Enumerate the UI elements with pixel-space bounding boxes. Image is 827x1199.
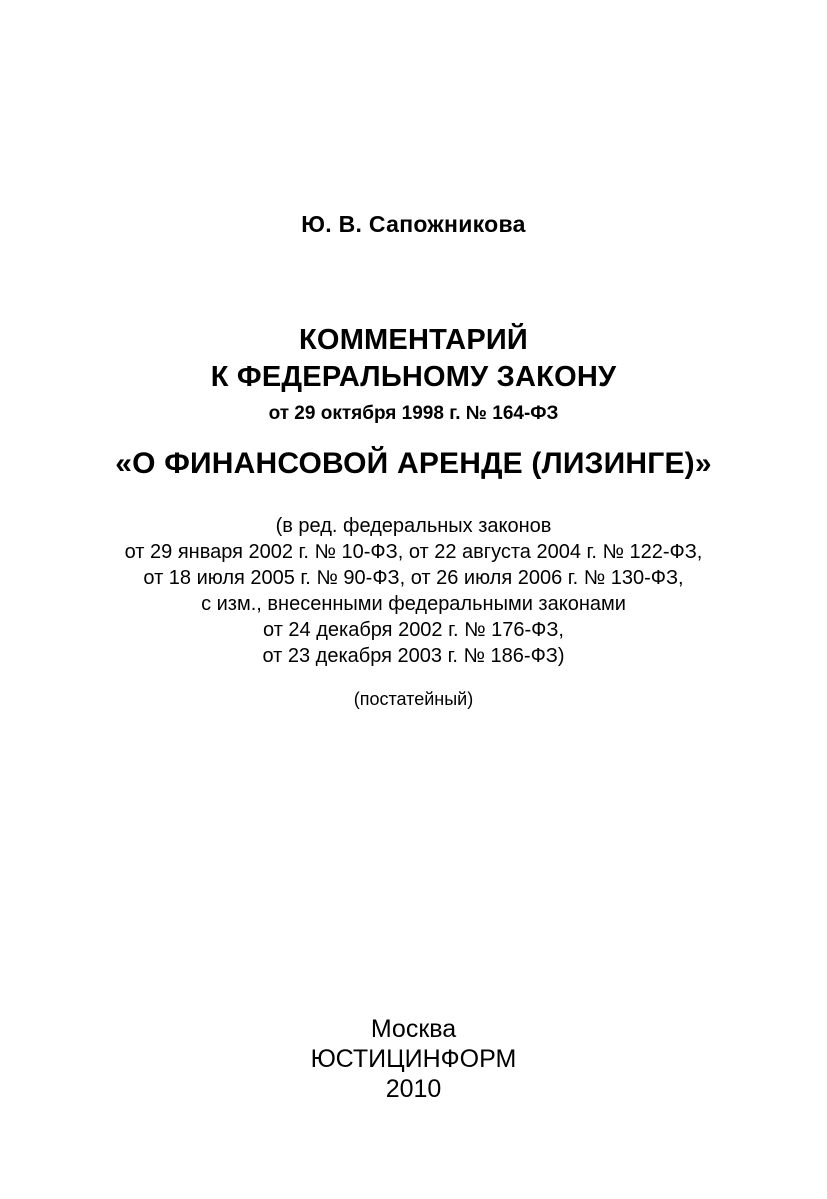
revision-line: от 24 декабря 2002 г. № 176-ФЗ, bbox=[263, 619, 564, 641]
imprint-city: Москва bbox=[370, 1015, 457, 1043]
revision-line: (в ред. федеральных законов bbox=[275, 515, 552, 537]
imprint-block bbox=[0, 1014, 827, 1104]
imprint-year: 2010 bbox=[385, 1075, 442, 1103]
revision-line: от 18 июля 2005 г. № 90-ФЗ, от 26 июля 2006 г. № 130-ФЗ, bbox=[143, 567, 684, 589]
book-title-line-2: К ФЕДЕРАЛЬНОМУ ЗАКОНУ bbox=[210, 361, 617, 393]
revision-line: от 23 декабря 2003 г. № 186-ФЗ) bbox=[262, 645, 565, 667]
law-date: от 29 октября 1998 г. № 164-ФЗ bbox=[268, 403, 559, 424]
commentary-type: (постатейный) bbox=[353, 689, 474, 709]
revisions-block bbox=[0, 513, 827, 669]
revision-line: с изм., внесенными федеральными законами bbox=[201, 593, 626, 615]
author-name: Ю. В. Сапожникова bbox=[301, 211, 526, 237]
law-name: «О ФИНАНСОВОЙ АРЕНДЕ (ЛИЗИНГЕ)» bbox=[115, 447, 712, 480]
imprint-publisher: ЮСТИЦИНФОРМ bbox=[310, 1045, 517, 1073]
revision-line: от 29 января 2002 г. № 10-ФЗ, от 22 августа 2004 г. № 122-ФЗ, bbox=[124, 541, 703, 563]
book-title-line-1: КОММЕНТАРИЙ bbox=[299, 324, 528, 356]
